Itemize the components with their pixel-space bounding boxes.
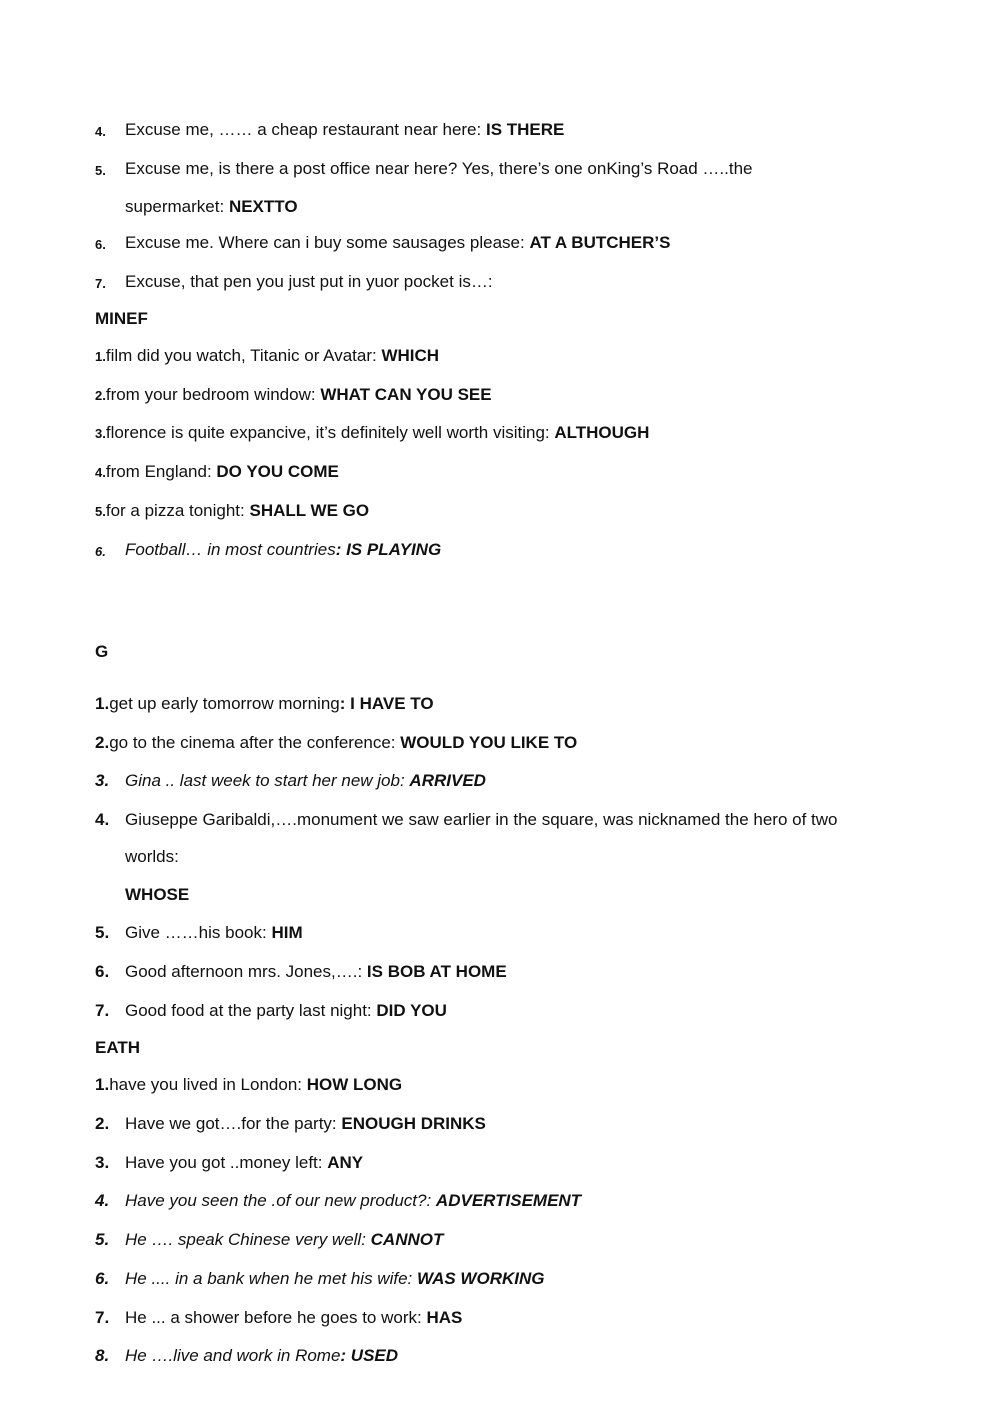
item-answer: WHAT CAN YOU SEE bbox=[320, 385, 492, 404]
item-text: He .... in a bank when he met his wife: bbox=[125, 1269, 417, 1288]
item-text: from England: bbox=[105, 462, 217, 481]
item-text: Giuseppe Garibaldi,….monument we saw earlier in the square, was nicknamed the hero of two bbox=[125, 810, 838, 829]
item-text: Have you seen the .of our new product?: bbox=[125, 1191, 436, 1210]
item-number: 8. bbox=[95, 1346, 110, 1365]
item-number: 2. bbox=[95, 388, 106, 403]
item-text: He ….live and work in Rome bbox=[125, 1346, 341, 1365]
item-number: 1. bbox=[95, 1075, 110, 1094]
item-number: 6. bbox=[95, 544, 106, 559]
item-text: Excuse, that pen you just put in yuor pocket is…: bbox=[125, 272, 493, 291]
item-number: 2. bbox=[95, 733, 110, 752]
item-number: 6. bbox=[95, 962, 110, 981]
item-answer: WHICH bbox=[381, 346, 440, 365]
item-answer: HAS bbox=[426, 1308, 463, 1327]
item-text: from your bedroom window: bbox=[105, 385, 321, 404]
item-text: have you lived in London: bbox=[109, 1075, 307, 1094]
item-answer: ANY bbox=[327, 1153, 364, 1172]
item-number: 7. bbox=[95, 276, 106, 291]
item-number: 1. bbox=[95, 349, 106, 364]
item-answer: WOULD YOU LIKE TO bbox=[400, 733, 578, 752]
item-answer: WHOSE bbox=[125, 885, 190, 904]
item-answer: ARRIVED bbox=[409, 771, 486, 790]
item-text: Excuse me. Where can i buy some sausages please: bbox=[125, 233, 530, 252]
item-answer: ADVERTISEMENT bbox=[435, 1191, 582, 1210]
item-number: 2. bbox=[95, 1114, 110, 1133]
item-text: worlds: bbox=[125, 847, 179, 866]
item-answer: SHALL WE GO bbox=[249, 501, 370, 520]
item-answer: HIM bbox=[271, 923, 303, 942]
item-number: 3. bbox=[95, 771, 110, 790]
item-number: 5. bbox=[95, 1230, 110, 1249]
item-text: He …. speak Chinese very well: bbox=[125, 1230, 371, 1249]
item-text: get up early tomorrow morning bbox=[109, 694, 340, 713]
item-number: 6. bbox=[95, 1269, 110, 1288]
item-answer: : USED bbox=[340, 1346, 399, 1365]
item-text: Gina .. last week to start her new job: bbox=[125, 771, 410, 790]
item-answer: ENOUGH DRINKS bbox=[341, 1114, 486, 1133]
item-answer: NEXTTO bbox=[228, 197, 298, 216]
item-number: 4. bbox=[95, 810, 110, 829]
item-number: 5. bbox=[95, 504, 106, 519]
item-number: 4. bbox=[95, 1191, 110, 1210]
item-text: florence is quite expancive, it’s definitely well worth visiting: bbox=[105, 423, 555, 442]
item-number: 3. bbox=[95, 1153, 110, 1172]
item-answer: IS THERE bbox=[485, 120, 565, 139]
item-number: 7. bbox=[95, 1001, 110, 1020]
item-text: Football… in most countries bbox=[125, 540, 336, 559]
item-text: for a pizza tonight: bbox=[105, 501, 250, 520]
item-text: Excuse me, is there a post office near here? Yes, there’s one onKing’s Road …..the bbox=[125, 159, 753, 178]
item-number: 4. bbox=[95, 124, 106, 139]
item-answer: HOW LONG bbox=[306, 1075, 403, 1094]
item-text: Excuse me, …… a cheap restaurant near here: bbox=[125, 120, 486, 139]
item-answer: DO YOU COME bbox=[216, 462, 339, 481]
heading-g: G bbox=[95, 642, 109, 661]
item-text: Good afternoon mrs. Jones,….: bbox=[125, 962, 367, 981]
item-number: 3. bbox=[95, 426, 106, 441]
item-text: Have you got ..money left: bbox=[125, 1153, 328, 1172]
item-answer: : IS PLAYING bbox=[335, 540, 442, 559]
item-number: 5. bbox=[95, 923, 110, 942]
item-answer: WAS WORKING bbox=[416, 1269, 545, 1288]
item-text: Good food at the party last night: bbox=[125, 1001, 377, 1020]
heading-eath: EATH bbox=[95, 1038, 141, 1057]
item-text: Have we got….for the party: bbox=[125, 1114, 342, 1133]
heading-minef: MINEF bbox=[95, 309, 148, 328]
item-number: 6. bbox=[95, 237, 106, 252]
item-answer: : I HAVE TO bbox=[339, 694, 434, 713]
item-text: He ... a shower before he goes to work: bbox=[125, 1308, 427, 1327]
item-answer: AT A BUTCHER’S bbox=[529, 233, 671, 252]
item-answer: IS BOB AT HOME bbox=[366, 962, 507, 981]
item-number: 7. bbox=[95, 1308, 110, 1327]
item-number: 1. bbox=[95, 694, 110, 713]
item-number: 5. bbox=[95, 163, 106, 178]
item-number: 4. bbox=[95, 465, 106, 480]
item-answer: CANNOT bbox=[370, 1230, 444, 1249]
item-answer: DID YOU bbox=[376, 1001, 447, 1020]
item-text: go to the cinema after the conference: bbox=[109, 733, 401, 752]
item-text: supermarket: bbox=[125, 197, 229, 216]
item-text: Give ……his book: bbox=[125, 923, 272, 942]
item-text: film did you watch, Titanic or Avatar: bbox=[105, 346, 382, 365]
item-answer: ALTHOUGH bbox=[554, 423, 650, 442]
